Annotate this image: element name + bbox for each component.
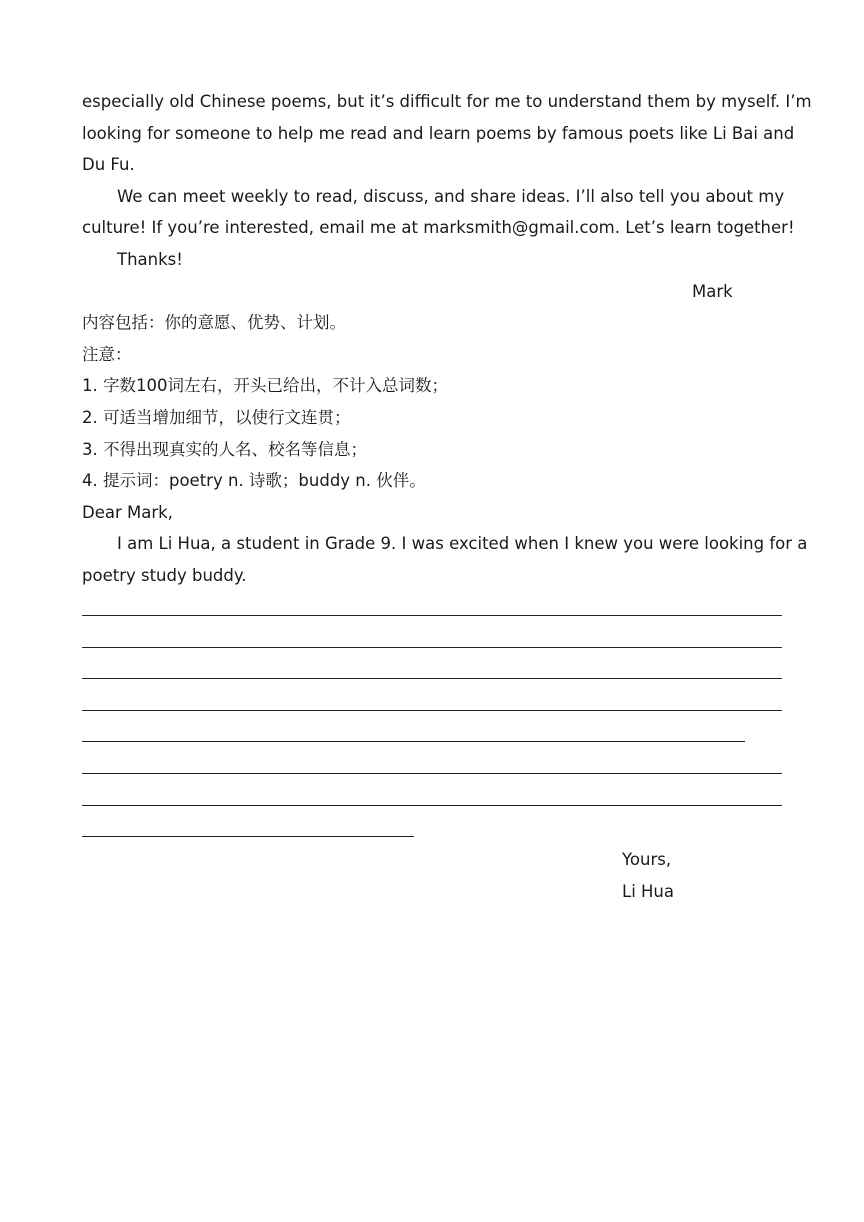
ad-line-1: especially old Chinese poems, but it’s difficult for me to understand them by myself. I’m bbox=[82, 92, 812, 111]
ad-line-2: looking for someone to help me read and learn poems by famous poets like Li Bai and bbox=[82, 123, 795, 143]
instructions-note-3: 3. 不得出现真实的人名、校名等信息； bbox=[82, 439, 367, 459]
ad-signature: Mark bbox=[692, 281, 733, 301]
ad-para2-line-1: We can meet weekly to read, discuss, and share ideas. I’ll also tell you about my bbox=[117, 186, 785, 206]
instructions-note-1: 1. 字数100词左右，开头已给出，不计入总词数； bbox=[82, 376, 448, 396]
exam-page bbox=[82, 86, 812, 907]
letter-greeting: Dear Mark, bbox=[82, 502, 173, 522]
writing-line-5[interactable] bbox=[82, 718, 782, 750]
writing-line-7[interactable] bbox=[82, 781, 782, 813]
instructions-content: 内容包括：你的意愿、优势、计划。 bbox=[82, 313, 346, 333]
writing-line-4[interactable] bbox=[82, 686, 782, 718]
writing-line-3[interactable] bbox=[82, 655, 782, 687]
ad-thanks: Thanks! bbox=[117, 249, 183, 269]
instructions-note-2: 2. 可适当增加细节，以使行文连贯； bbox=[82, 407, 351, 427]
writing-line-8[interactable] bbox=[82, 813, 782, 845]
writing-line-6[interactable] bbox=[82, 749, 782, 781]
ad-line-3: Du Fu. bbox=[82, 155, 135, 175]
letter-opening-line-2: poetry study buddy. bbox=[82, 565, 247, 585]
instructions-notice-title: 注意： bbox=[82, 344, 132, 364]
ad-para2-line-2: culture! If you’re interested, email me at marksmith@gmail.com. Let’s learn together! bbox=[82, 218, 795, 238]
letter-name: Li Hua bbox=[622, 881, 674, 901]
instructions-note-4: 4. 提示词：poetry n. 诗歌；buddy n. 伙伴。 bbox=[82, 471, 426, 491]
letter-closing: Yours, bbox=[622, 850, 672, 870]
letter-opening-line-1: I am Li Hua, a student in Grade 9. I was excited when I knew you were looking for a bbox=[117, 534, 808, 554]
writing-line-2[interactable] bbox=[82, 623, 782, 655]
writing-line-1[interactable] bbox=[82, 592, 782, 624]
